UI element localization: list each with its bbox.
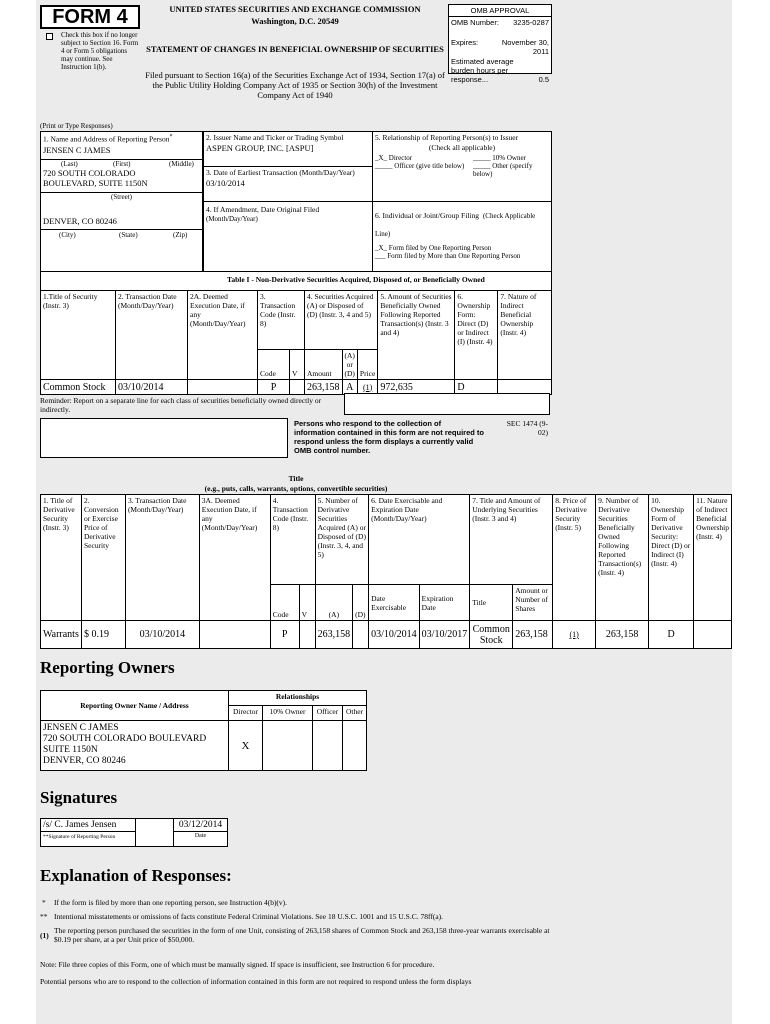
- reporting-person-city-state-zip[interactable]: DENVER, CO 80246: [43, 215, 117, 226]
- t2-h3a: 3A. Deemed Execution Date, if any (Month/Day/Year): [199, 495, 270, 621]
- t1-h-code: Code: [258, 350, 290, 380]
- t2-h-code: Code: [270, 585, 299, 621]
- owner-addr-4: DENVER, CO 80246: [43, 756, 126, 766]
- t2-v: [299, 621, 315, 649]
- issuer-label: 2. Issuer Name and Ticker or Trading Symbol: [206, 133, 344, 142]
- burden-value: 0.5: [538, 75, 549, 84]
- t2-owned: 263,158: [596, 621, 649, 649]
- explanation-footnote-1: The reporting person purchased the securities in the form of one Unit, consisting of 263,158 shares of Common Stock and 263,158 three-year warrants exercisable at $0.19 per share, at a per Unit price of $50,000.: [54, 926, 550, 944]
- omb-number-label: OMB Number:: [451, 18, 499, 27]
- omb-approval-box: [448, 4, 552, 84]
- agency-location: Washington, D.C. 20549: [251, 16, 339, 26]
- issuer-box: [203, 131, 373, 167]
- reporting-person-street-2[interactable]: BOULEVARD, SUITE 1150N: [43, 177, 148, 188]
- label-middle: (Middle): [169, 159, 194, 168]
- filing-label: 6. Individual or Joint/Group Filing: [375, 211, 479, 220]
- t1-date: 03/10/2014: [116, 380, 188, 395]
- owner-officer-mark: [313, 721, 343, 771]
- t1-form: D: [455, 380, 498, 395]
- t2-u-amount: 263,158: [513, 621, 553, 649]
- reporting-person-box: [40, 131, 203, 272]
- earliest-transaction-value[interactable]: 03/10/2014: [206, 178, 245, 188]
- t1-h4: 4. Securities Acquired (A) or Disposed of (D) (Instr. 3, 4 and 5): [305, 291, 378, 350]
- label-city: (City): [59, 230, 76, 239]
- t2-h11: 11. Nature of Indirect Beneficial Ownership (Instr. 4): [694, 495, 732, 621]
- t1-h6: 6. Ownership Form: Direct (D) or Indirect (I) (Instr. 4): [455, 291, 498, 380]
- persons-notice: Persons who respond to the collection of information contained in this form are not required to respond unless the form displays a currently valid OMB control number.: [294, 419, 485, 455]
- omb-title: OMB APPROVAL: [449, 5, 551, 17]
- t1-owned: 972,635: [378, 380, 455, 395]
- signature-date-box: [173, 818, 228, 847]
- t1-title: Common Stock: [41, 380, 116, 395]
- expires-label: Expires:: [451, 38, 479, 47]
- omb-number-value: 3235-0287: [513, 18, 549, 27]
- t2-h9: 9. Number of Derivative Securities Beneficially Owned Following Reported Transaction(s) (Instr. 4): [596, 495, 649, 621]
- table2: [40, 494, 732, 649]
- relationship-director[interactable]: _X_ Director: [375, 154, 413, 162]
- label-state: (State): [119, 230, 138, 239]
- table2-title: Title: [288, 474, 304, 483]
- reporting-person-street-1[interactable]: 720 SOUTH COLORADO: [43, 167, 136, 178]
- owners-col-ten-pct: 10% Owner: [263, 706, 313, 721]
- t2-h8: 8. Price of Derivative Security (Instr. 5): [553, 495, 596, 621]
- t1-h-price: Price: [357, 350, 377, 380]
- t2-h-title: Title: [470, 585, 513, 621]
- explanation-star: If the form is filed by more than one reporting person, see Instruction 4(b)(v).: [54, 898, 288, 907]
- explanation-note: Note: File three copies of this Form, one of which must be manually signed. If space is insufficient, see Instruction 6 for procedure.: [40, 960, 435, 969]
- print-type: (Print or Type Responses): [40, 122, 113, 130]
- relationship-other[interactable]: _____ Other (specify below): [473, 162, 533, 178]
- signature-box: [40, 818, 136, 847]
- owners-col-director: Director: [229, 706, 263, 721]
- form-page: [36, 0, 732, 1024]
- label-street: (Street): [41, 192, 202, 201]
- t1-aord: A: [342, 380, 357, 395]
- label-zip: (Zip): [173, 230, 188, 239]
- owners-col-officer: Officer: [313, 706, 343, 721]
- t2-h4: 4. Transaction Code (Instr. 8): [270, 495, 315, 585]
- t2-a: 263,158: [315, 621, 353, 649]
- amendment-label: 4. If Amendment, Date Original Filed: [206, 205, 320, 214]
- amendment-box: [203, 201, 373, 272]
- owner-addr-2: 720 SOUTH COLORADO BOULEVARD: [43, 734, 207, 744]
- relationship-label: 5. Relationship of Reporting Person(s) to Issuer: [375, 133, 519, 142]
- issuer-value[interactable]: ASPEN GROUP, INC. [ASPU]: [206, 143, 314, 153]
- owner-addr-3: SUITE 1150N: [43, 745, 98, 755]
- t2-h6: 6. Date Exercisable and Expiration Date (Month/Day/Year): [369, 495, 470, 585]
- reminder-text: Reminder: Report on a separate line for each class of securities beneficially owned directly or indirectly.: [40, 396, 322, 414]
- t2-h7: 7. Title and Amount of Underlying Securities (Instr. 3 and 4): [470, 495, 553, 585]
- t2-h1: 1. Title of Derivative Security (Instr. 3): [41, 495, 82, 621]
- t2-h3: 3. Transaction Date (Month/Day/Year): [125, 495, 199, 621]
- t1-h-aord: (A) or (D): [342, 350, 357, 380]
- t1-deemed: [188, 380, 258, 395]
- t1-h2: 2. Transaction Date (Month/Day/Year): [116, 291, 188, 380]
- t2-exercisable: 03/10/2014: [369, 621, 420, 649]
- t2-date: 03/10/2014: [125, 621, 199, 649]
- t1-price-footnote-link[interactable]: (1): [362, 382, 373, 392]
- t2-h-v: V: [299, 585, 315, 621]
- checkbox-label: Check this box if no longer subject to Section 16. Form 4 or Form 5 obligations may continue. See Instruction 1(b).: [61, 31, 139, 71]
- sec-code: SEC 1474 (9-02): [506, 419, 548, 437]
- t2-deemed: [199, 621, 270, 649]
- table1: [40, 290, 552, 395]
- t2-h10: 10. Ownership Form of Derivative Security: Direct (D) or Indirect (I) (Instr. 4): [649, 495, 694, 621]
- owners-col-other: Other: [343, 706, 367, 721]
- reminder-blank-box: [344, 393, 550, 415]
- signature-date-label: Date: [194, 833, 207, 839]
- signatures-heading: Signatures: [40, 788, 118, 807]
- label-first: (First): [113, 159, 131, 168]
- t1-v: [290, 380, 305, 395]
- t2-h-date-ex: Date Exercisable: [369, 585, 420, 621]
- relationship-check-all: (Check all applicable): [428, 143, 496, 152]
- signature-date: 03/12/2014: [174, 819, 227, 832]
- t1-code: P: [258, 380, 290, 395]
- label-last: (Last): [61, 159, 78, 168]
- form-title: FORM 4: [52, 6, 128, 28]
- explanation-dstar-mark: **: [40, 912, 48, 921]
- t1-h-amount: Amount: [305, 350, 343, 380]
- t1-h3: 3. Transaction Code (Instr. 8): [258, 291, 305, 350]
- t1-h-v: V: [290, 350, 305, 380]
- persons-blank-box: [40, 418, 288, 458]
- earliest-transaction-label: 3. Date of Earliest Transaction (Month/Day/Year): [206, 168, 355, 177]
- owners-col-name: Reporting Owner Name / Address: [41, 691, 229, 721]
- owners-relationships: Relationships: [229, 691, 367, 706]
- t2-d: [353, 621, 369, 649]
- relationship-officer[interactable]: _____ Officer (give title below): [375, 162, 465, 170]
- relationship-ten-pct[interactable]: _____ 10% Owner: [473, 154, 526, 162]
- signer-label: **Signature of Reporting Person: [43, 834, 116, 840]
- reporting-person-star: *: [169, 134, 173, 140]
- t2-h-a: (A): [315, 585, 353, 621]
- t2-h-d: (D): [353, 585, 369, 621]
- signature-spacer-box: [135, 818, 174, 847]
- relationship-box: [372, 131, 552, 202]
- form-title-box: [40, 5, 140, 29]
- burden-label: Estimated average burden hours per response...: [451, 57, 514, 84]
- t2-u-title: Common Stock: [470, 621, 513, 649]
- explanation-star-mark: *: [42, 898, 46, 907]
- reporting-owners-table: [40, 690, 367, 771]
- table-row: [41, 721, 367, 771]
- filing-check: (Check Applicable Line): [375, 212, 536, 238]
- filing-box: [372, 201, 552, 272]
- owner-other-mark: [343, 721, 367, 771]
- filed-pursuant: Filed pursuant to Section 16(a) of the Securities Exchange Act of 1934, Section 17(a) of the Public Utility Holding Company Act of 1935 or Section 30(h) of the Investment Company Act of 1940: [145, 70, 445, 100]
- owner-ten-pct-mark: [263, 721, 313, 771]
- t1-h2a: 2A. Deemed Execution Date, if any (Month/Day/Year): [188, 291, 258, 380]
- statement-title: STATEMENT OF CHANGES IN BENEFICIAL OWNERSHIP OF SECURITIES: [146, 44, 444, 54]
- t2-conv: $ 0.19: [81, 621, 125, 649]
- t2-form: D: [649, 621, 694, 649]
- no-longer-subject-checkbox[interactable]: [46, 33, 53, 40]
- t2-h-amount: Amount or Number of Shares: [513, 585, 553, 621]
- reporting-person-name[interactable]: JENSEN C JAMES: [43, 144, 111, 155]
- t2-code: P: [270, 621, 299, 649]
- signer: /s/ C. James Jensen: [41, 819, 135, 832]
- table-row: [41, 621, 732, 649]
- expires-value: November 30, 2011: [501, 38, 549, 56]
- explanation-potential: Potential persons who are to respond to the collection of information contained in this form are not required to respond unless the form displays: [40, 977, 472, 986]
- t1-h1: 1.Title of Security (Instr. 3): [41, 291, 116, 380]
- t2-nature: [694, 621, 732, 649]
- t2-h5: 5. Number of Derivative Securities Acquired (A) or Disposed of (D) (Instr. 3, 4, and 5): [315, 495, 368, 585]
- t1-amount: 263,158: [305, 380, 343, 395]
- t2-h2: 2. Conversion or Exercise Price of Derivative Security: [81, 495, 125, 621]
- t2-h-exp: Expiration Date: [419, 585, 470, 621]
- earliest-transaction-box: [203, 166, 373, 202]
- t2-title: Warrants: [41, 621, 82, 649]
- amendment-sub: (Month/Day/Year): [206, 215, 258, 223]
- t1-h7: 7. Nature of Indirect Beneficial Ownership (Instr. 4): [498, 291, 552, 380]
- agency-name: UNITED STATES SECURITIES AND EXCHANGE COMMISSION: [169, 4, 421, 14]
- explanation-dstar: Intentional misstatements or omissions of facts constitute Federal Criminal Violations. See 18 U.S.C. 1001 and 15 U.S.C. 78ff(a).: [54, 912, 444, 921]
- owner-addr-1: JENSEN C JAMES: [43, 723, 119, 733]
- t2-price-footnote-link[interactable]: (1): [569, 630, 579, 639]
- table1-title-box: [40, 271, 552, 291]
- reporting-person-label: 1. Name and Address of Reporting Person: [43, 134, 170, 144]
- filing-more[interactable]: ___ Form filed by More than One Reporting Person: [375, 252, 521, 260]
- table1-title: Table I - Non-Derivative Securities Acquired, Disposed of, or Beneficially Owned: [227, 275, 485, 284]
- explanation-heading: Explanation of Responses:: [40, 866, 232, 885]
- filing-one[interactable]: _X_ Form filed by One Reporting Person: [375, 244, 492, 252]
- table2-subtitle: (e.g., puts, calls, warrants, options, convertible securities): [204, 484, 388, 493]
- t1-h5: 5. Amount of Securities Beneficially Owned Following Reported Transaction(s) (Instr. 3 and 4): [378, 291, 455, 380]
- reporting-owners-heading: Reporting Owners: [40, 658, 175, 677]
- explanation-footnote-1-mark: (1): [40, 931, 49, 940]
- t2-expiration: 03/10/2017: [419, 621, 470, 649]
- owner-director-mark: X: [229, 721, 263, 771]
